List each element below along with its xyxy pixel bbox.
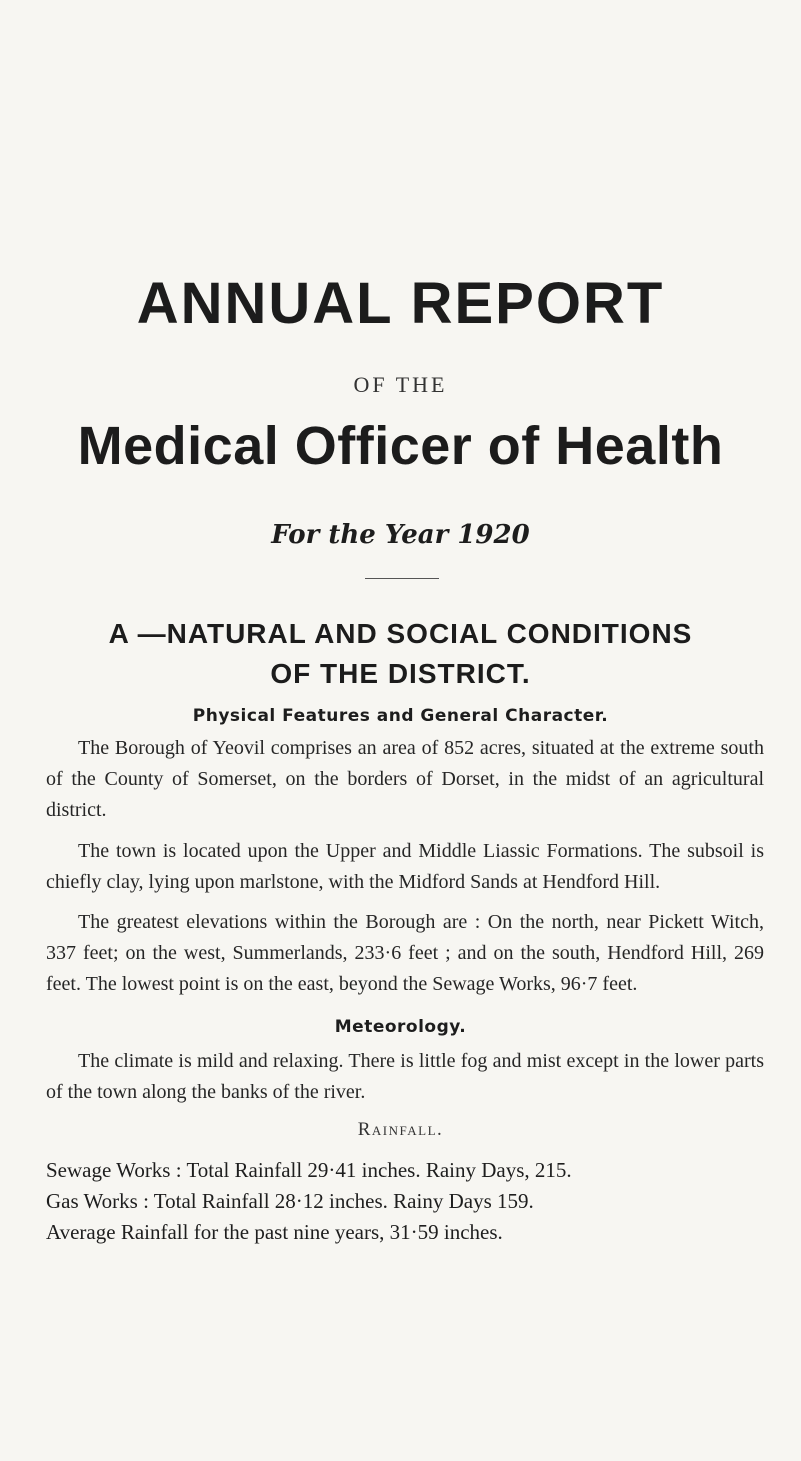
rainfall-gas-works: Gas Works : Total Rainfall 28·12 inches. Rainy Days 159. — [46, 1189, 534, 1213]
physical-features-heading: Physical Features and General Character. — [192, 706, 609, 726]
rainfall-heading: Rainfall. — [357, 1119, 444, 1140]
rainfall-sewage-works: Sewage Works : Total Rainfall 29·41 inches. Rainy Days, 215. — [46, 1158, 572, 1182]
physical-paragraph-2: The town is located upon the Upper and Middle Liassic Formations. The subsoil is chiefly clay, lying upon marlstone, with the Midford Sands at Hendford Hill. — [46, 840, 764, 893]
meteorology-paragraph: The climate is mild and relaxing. There is little fog and mist except in the lower parts of the town along the banks of the river. — [46, 1050, 764, 1103]
section-a-line-2: OF THE DISTRICT. — [270, 658, 531, 689]
physical-paragraph-1: The Borough of Yeovil comprises an area of 852 acres, situated at the extreme south of the County of Somerset, on the borders of Dorset, in the midst of an agricultural district. — [46, 737, 764, 821]
physical-paragraph-3: The greatest elevations within the Borough are : On the north, near Pickett Witch, 337 feet; on the west, Summerlands, 233·6 feet ; and on the south, Hendford Hill, 269 feet. The lowest point is on the east, beyond the Sewage Works, 96·7 feet. — [46, 911, 764, 995]
section-a-line-1: A —NATURAL AND SOCIAL CONDITIONS — [108, 618, 693, 649]
meteorology-heading: Meteorology. — [334, 1017, 467, 1037]
section-a-heading — [0, 614, 801, 694]
of-the-line: OF THE — [353, 372, 448, 397]
rainfall-average: Average Rainfall for the past nine years, 31·59 inches. — [46, 1220, 503, 1244]
divider-rule — [365, 578, 439, 579]
report-subtitle: Medical Officer of Health — [77, 416, 724, 476]
year-line: For the Year 1920 — [271, 520, 530, 550]
report-title: ANNUAL REPORT — [136, 271, 665, 336]
